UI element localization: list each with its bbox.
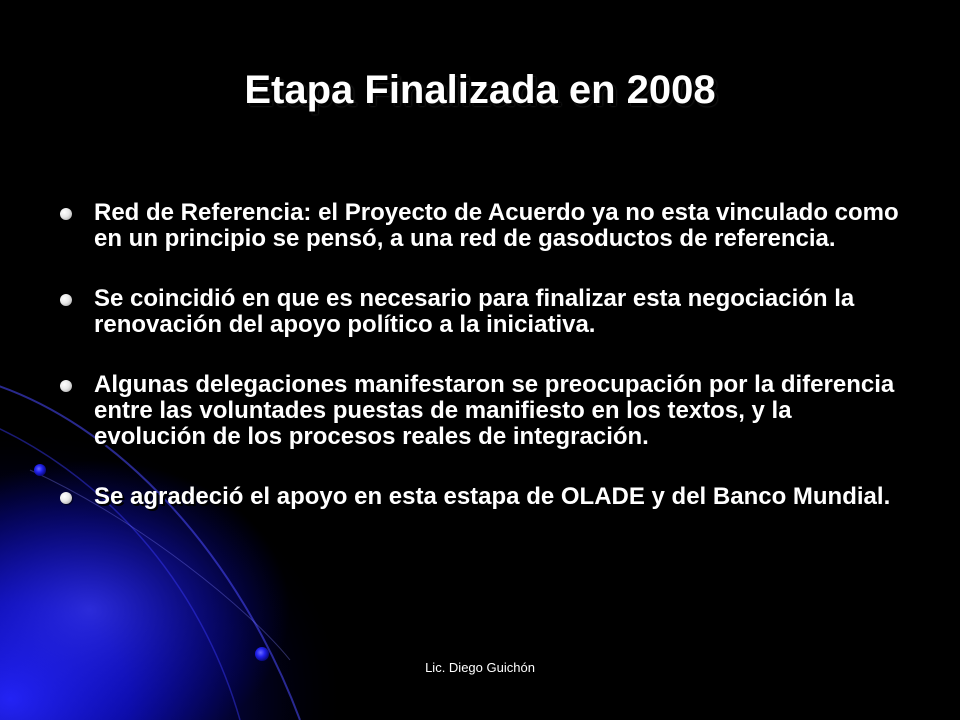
decor-orb-left: [34, 464, 46, 476]
decor-orb-lower: [255, 647, 269, 661]
bullet-item: [58, 200, 908, 252]
bullet-text: Se agradeció el apoyo en esta estapa de OLADE y del Banco Mundial.: [94, 483, 891, 510]
bullet-text: Red de Referencia: el Proyecto de Acuerdo ya no esta vinculado como en un principio se pensó, a una red de gasoductos de referencia.: [94, 199, 899, 252]
round-bullet-icon: [60, 294, 72, 306]
bullet-text: Se coincidió en que es necesario para finalizar esta negociación la renovación del apoyo político a la iniciativa.: [94, 285, 855, 338]
footer-author: Lic. Diego Guichón: [425, 660, 535, 675]
slide-title: Etapa Finalizada en 2008: [244, 68, 716, 112]
bullet-item: [58, 286, 908, 338]
bullet-list: [58, 200, 908, 510]
bullet-item: [58, 372, 908, 450]
round-bullet-icon: [60, 380, 72, 392]
bullet-item: [58, 484, 908, 510]
bullet-text: Algunas delegaciones manifestaron se preocupación por la diferencia entre las voluntades puestas de manifiesto en los textos, y la evolución de los procesos reales de integración.: [94, 371, 895, 450]
round-bullet-icon: [60, 492, 72, 504]
round-bullet-icon: [60, 208, 72, 220]
